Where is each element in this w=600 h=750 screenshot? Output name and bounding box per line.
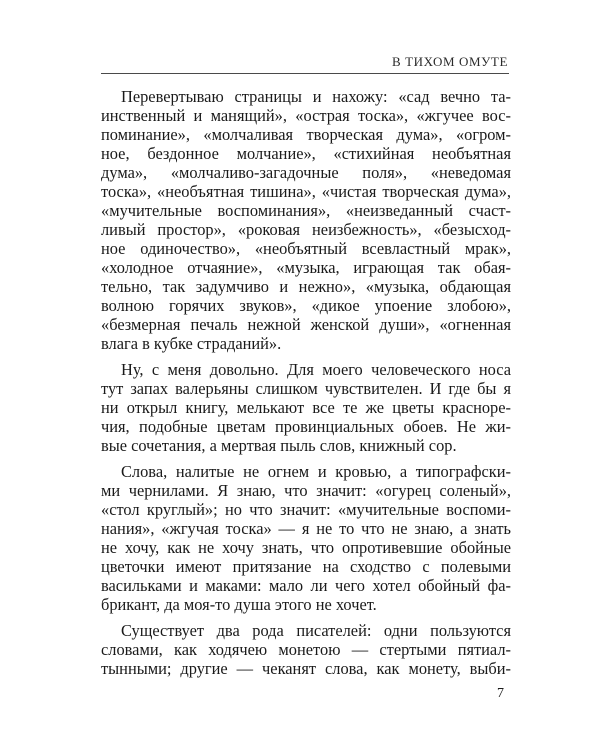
text-line: поминание», «молчаливая творческая дума», «огром- bbox=[101, 125, 511, 144]
text-line: Слова, налитые не огнем и кровью, а типографски- bbox=[121, 462, 511, 481]
text-line: волною горячих звуков», «дикое упоение злобою», bbox=[101, 296, 511, 315]
text-line: Ну, с меня довольно. Для моего человеческого носа bbox=[121, 360, 511, 379]
text-line: васильками и маками: мало ли чего хотел обойный фа- bbox=[101, 576, 511, 595]
text-line: брикант, да моя-то душа этого не хочет. bbox=[101, 595, 377, 614]
text-line: влага в кубке страданий». bbox=[101, 334, 282, 353]
text-line: «мучительные воспоминания», «неизведанный счаст- bbox=[101, 201, 511, 220]
text-line: «холодное отчаяние», «музыка, играющая так обая- bbox=[101, 258, 511, 277]
text-line: чия, подобные цветам провинциальных обоев. Не жи- bbox=[101, 417, 511, 436]
running-head bbox=[101, 47, 509, 74]
running-head-title: В ТИХОМ ОМУТЕ bbox=[391, 54, 508, 69]
text-line: тут запах валерьяны слишком чувствителен. И где бы я bbox=[101, 379, 511, 398]
text-line: словами, как ходячею монетою — стертыми пятиал- bbox=[101, 640, 511, 659]
text-line: тоска», «необъятная тишина», «чистая творческая дума», bbox=[101, 182, 511, 201]
text-line: дума», «молчаливо-загадочные поля», «неведомая bbox=[101, 163, 511, 182]
text-line: ливый простор», «роковая неизбежность», «безысход- bbox=[101, 220, 511, 239]
text-line: тельно, так задумчиво и нежно», «музыка, обдающая bbox=[101, 277, 511, 296]
text-line: ми чернилами. Я знаю, что значит: «огурец соленый», bbox=[101, 481, 511, 500]
text-line: ное одиночество», «необъятный всевластный мрак», bbox=[101, 239, 511, 258]
text-line: ни открыл книгу, мелькают все те же цветы красноре- bbox=[101, 398, 511, 417]
text-line: инственный и манящий», «острая тоска», «жгучее вос- bbox=[101, 106, 511, 125]
text-line: цветочки имеют притязание на сходство с полевыми bbox=[101, 557, 511, 576]
text-line: Перевертываю страницы и нахожу: «сад вечно та- bbox=[121, 87, 511, 106]
text-line: не хочу, как не хочу знать, что опротивевшие обойные bbox=[101, 538, 511, 557]
text-line: «безмерная печаль нежной женской души», «огненная bbox=[101, 315, 511, 334]
text-line: «стол круглый»; но что значит: «мучительные воспоми- bbox=[101, 500, 511, 519]
text-line: вые сочетания, а мертвая пыль слов, книжный сор. bbox=[101, 436, 457, 455]
text-line: ное, бездонное молчание», «стихийная необъятная bbox=[101, 144, 511, 163]
page-number: 7 bbox=[497, 686, 504, 701]
text-line: тынными; другие — чеканят слова, как монету, выби- bbox=[101, 659, 511, 678]
text-line: Существует два рода писателей: одни пользуются bbox=[121, 621, 511, 640]
text-line: нания», «жгучая тоска» — я не то что не знаю, а знать bbox=[101, 519, 511, 538]
